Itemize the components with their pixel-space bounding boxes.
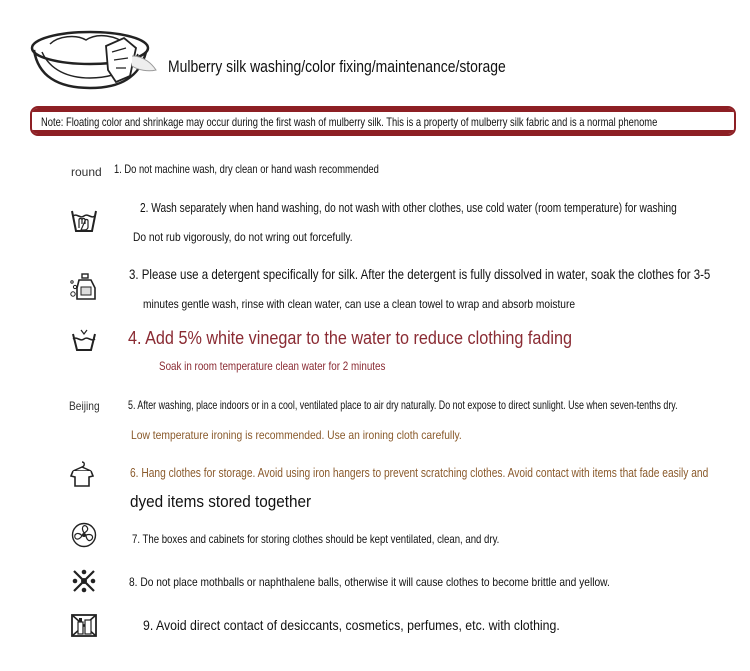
- instruction-4: 4. Add 5% white vinegar to the water to reduce clothing fading: [128, 328, 572, 348]
- instruction-5: 5. After washing, place indoors or in a cool, ventilated place to air dry naturally. Do not expose to direct sunlight. Use when seven-tenths dry.: [128, 398, 678, 412]
- instruction-9: 9. Avoid direct contact of desiccants, cosmetics, perfumes, etc. with clothing.: [143, 617, 560, 633]
- instruction-6-sub: dyed items stored together: [130, 492, 312, 511]
- hand-wash-icon: [70, 207, 98, 233]
- page-title: Mulberry silk washing/color fixing/maintenance/storage: [168, 57, 506, 76]
- note-banner: [30, 106, 736, 136]
- side-label-beijing: Beijing: [69, 399, 100, 413]
- instruction-6: 6. Hang clothes for storage. Avoid using iron hangers to prevent scratching clothes. Avoid contact with items that fade easily and: [130, 465, 709, 480]
- instruction-2: 2. Wash separately when hand washing, do not wash with other clothes, use cold water (room temperature) for washing: [140, 200, 677, 215]
- instruction-5-sub: Low temperature ironing is recommended. Use an ironing cloth carefully.: [131, 428, 462, 442]
- instruction-1: 1. Do not machine wash, dry clean or hand wash recommended: [114, 162, 379, 176]
- hanger-shirt-icon: [69, 460, 95, 488]
- wash-basin-icon: [71, 328, 97, 352]
- instruction-2-sub: Do not rub vigorously, do not wring out forcefully.: [133, 230, 353, 244]
- no-mothballs-icon: [71, 568, 97, 594]
- note-text: Note: Floating color and shrinkage may occur during the first wash of mulberry silk. This is a property of mulberry silk fabric and is a normal phenome: [41, 115, 658, 129]
- fan-icon: [71, 522, 97, 548]
- instruction-8: 8. Do not place mothballs or naphthalene balls, otherwise it will cause clothes to become brittle and yellow.: [129, 575, 610, 589]
- instruction-3: 3. Please use a detergent specifically for silk. After the detergent is fully dissolved in water, soak the clothes for 3-5: [129, 266, 711, 282]
- side-label-round: round: [71, 165, 102, 179]
- instruction-7: 7. The boxes and cabinets for storing clothes should be kept ventilated, clean, and dry.: [132, 532, 500, 546]
- instruction-3-sub: minutes gentle wash, rinse with clean water, can use a clean towel to wrap and absorb moisture: [143, 297, 576, 311]
- instruction-4-sub: Soak in room temperature clean water for 2 minutes: [159, 359, 386, 373]
- no-cosmetics-icon: [70, 612, 98, 638]
- washing-bowl-icon: [28, 26, 168, 97]
- detergent-bottle-icon: [69, 272, 99, 302]
